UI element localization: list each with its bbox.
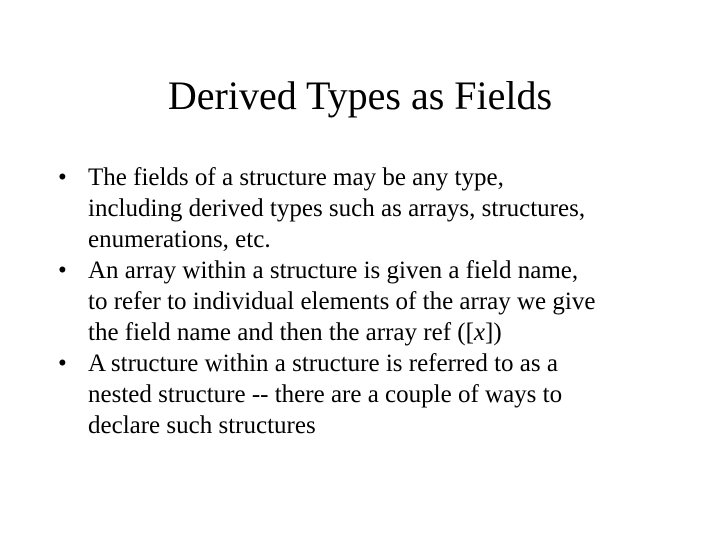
bullet-text-line: A structure within a structure is referred to as a	[88, 350, 558, 377]
bullet-item-array-field	[58, 255, 698, 348]
bullet-text-line: nested structure -- there are a couple of ways to	[88, 381, 563, 408]
bullet-icon: •	[58, 164, 67, 191]
bullet-text-line: to refer to individual elements of the array we give	[88, 288, 596, 315]
slide-title: Derived Types as Fields	[167, 73, 553, 118]
bullet-item-fields-any-type	[58, 162, 698, 255]
bullet-text-prefix: the field name and then the array ref ([	[88, 319, 474, 346]
bullet-list	[58, 162, 698, 441]
italic-index-variable: x	[473, 319, 486, 346]
bullet-item-nested-structure	[58, 348, 698, 441]
bullet-text-line: declare such structures	[88, 412, 316, 439]
bullet-icon: •	[58, 257, 67, 284]
bullet-text-line: An array within a structure is given a field name,	[88, 257, 579, 284]
bullet-text-line: including derived types such as arrays, structures,	[88, 195, 586, 222]
bullet-text-line: The fields of a structure may be any type,	[88, 164, 504, 191]
bullet-text-line-with-italic	[88, 317, 698, 348]
bullet-text-suffix: ])	[485, 319, 502, 346]
bullet-icon: •	[58, 350, 67, 377]
bullet-text-line: enumerations, etc.	[88, 226, 271, 253]
